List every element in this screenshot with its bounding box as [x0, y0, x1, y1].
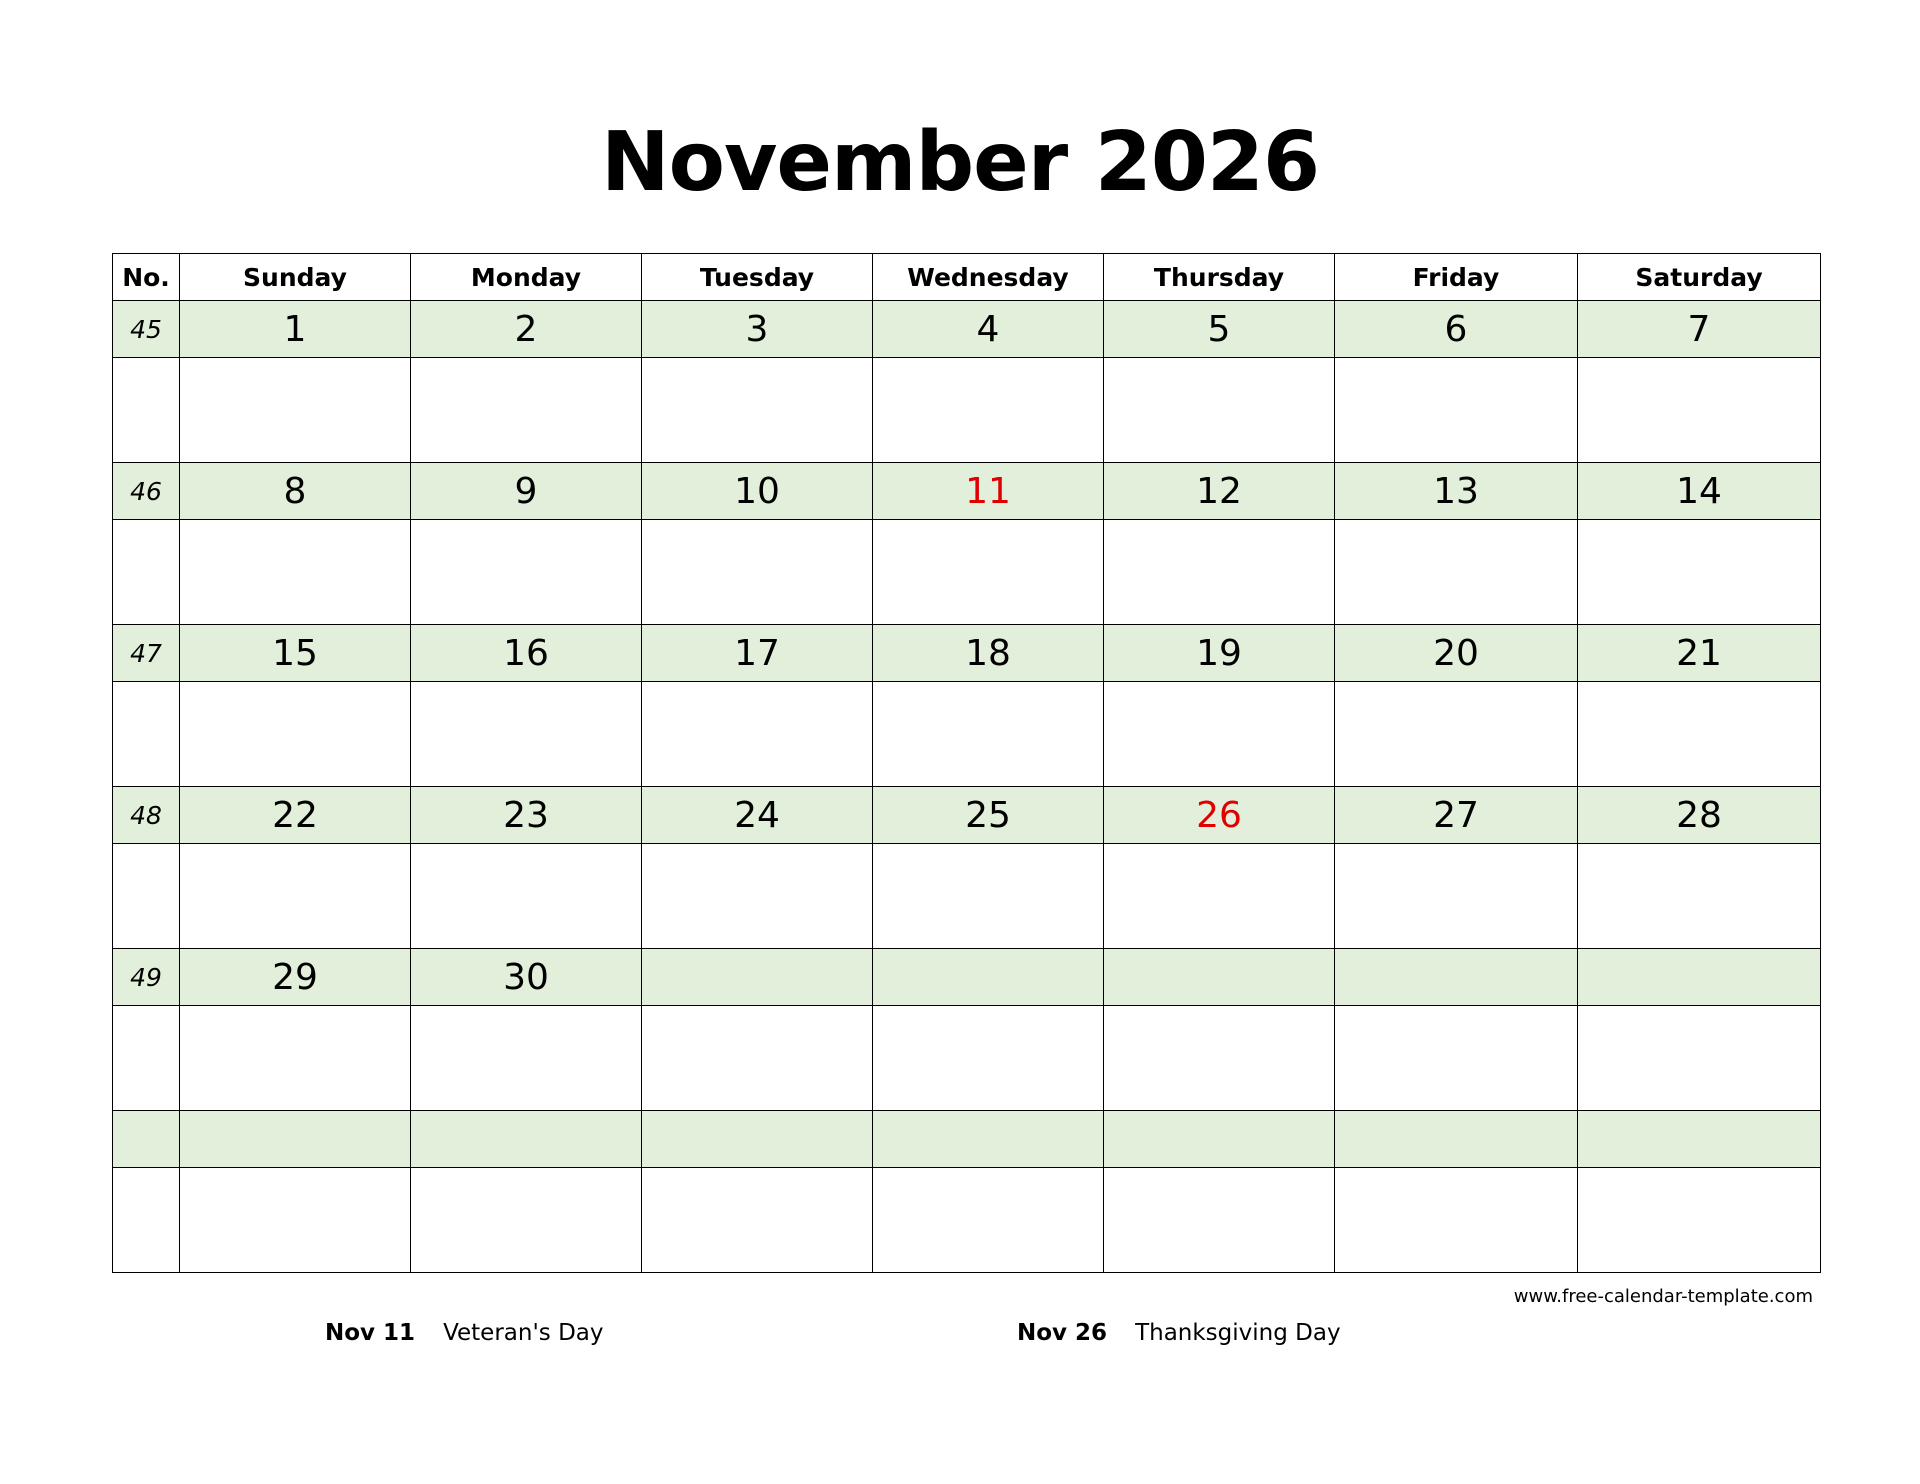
day-cell: 21: [1578, 625, 1821, 682]
week-date-row: [113, 787, 1821, 844]
day-cell: 29: [180, 949, 411, 1006]
notes-cell: [113, 358, 180, 463]
week-number: 47: [113, 625, 180, 682]
day-cell: [411, 1111, 642, 1168]
notes-cell: [411, 520, 642, 625]
day-cell: 6: [1335, 301, 1578, 358]
day-cell: 13: [1335, 463, 1578, 520]
holiday-name: Veteran's Day: [443, 1320, 604, 1346]
notes-cell: [1578, 1006, 1821, 1111]
notes-cell: [411, 1006, 642, 1111]
notes-cell: [1578, 520, 1821, 625]
day-cell: 24: [642, 787, 873, 844]
notes-cell: [873, 520, 1104, 625]
holiday-item: [1017, 1320, 1341, 1346]
notes-cell: [1578, 358, 1821, 463]
notes-cell: [1578, 682, 1821, 787]
notes-cell: [1335, 358, 1578, 463]
day-cell: 19: [1104, 625, 1335, 682]
day-cell: 28: [1578, 787, 1821, 844]
notes-cell: [411, 844, 642, 949]
week-number: 46: [113, 463, 180, 520]
day-cell: [1335, 1111, 1578, 1168]
day-cell: [873, 1111, 1104, 1168]
notes-cell: [1335, 682, 1578, 787]
week-notes-row: [113, 1168, 1821, 1273]
day-cell: 25: [873, 787, 1104, 844]
header-thursday: Thursday: [1104, 254, 1335, 301]
notes-cell: [411, 682, 642, 787]
notes-cell: [642, 1168, 873, 1273]
day-cell: 1: [180, 301, 411, 358]
day-cell: [642, 1111, 873, 1168]
notes-cell: [1104, 844, 1335, 949]
notes-cell: [411, 1168, 642, 1273]
notes-cell: [873, 1006, 1104, 1111]
notes-cell: [642, 520, 873, 625]
calendar-grid: [112, 253, 1821, 1273]
day-cell: [1104, 949, 1335, 1006]
day-cell: 4: [873, 301, 1104, 358]
notes-cell: [1335, 1006, 1578, 1111]
notes-cell: [873, 1168, 1104, 1273]
week-notes-row: [113, 682, 1821, 787]
notes-cell: [873, 844, 1104, 949]
holiday-list: [0, 1320, 1920, 1360]
notes-cell: [113, 682, 180, 787]
day-cell: 10: [642, 463, 873, 520]
day-cell: 30: [411, 949, 642, 1006]
notes-cell: [113, 1006, 180, 1111]
notes-cell: [113, 520, 180, 625]
notes-cell: [1578, 844, 1821, 949]
day-cell: 27: [1335, 787, 1578, 844]
day-cell: 20: [1335, 625, 1578, 682]
day-cell: 5: [1104, 301, 1335, 358]
notes-cell: [1104, 1168, 1335, 1273]
holiday-name: Thanksgiving Day: [1135, 1320, 1341, 1346]
day-cell: 18: [873, 625, 1104, 682]
week-number: [113, 1111, 180, 1168]
header-monday: Monday: [411, 254, 642, 301]
week-number: 45: [113, 301, 180, 358]
holiday-item: [325, 1320, 604, 1346]
day-cell: [180, 1111, 411, 1168]
notes-cell: [180, 1006, 411, 1111]
day-cell: 8: [180, 463, 411, 520]
notes-cell: [180, 1168, 411, 1273]
week-number: 48: [113, 787, 180, 844]
website-url: www.free-calendar-template.com: [1513, 1286, 1813, 1307]
week-date-row: [113, 949, 1821, 1006]
notes-cell: [180, 682, 411, 787]
day-cell: 7: [1578, 301, 1821, 358]
notes-cell: [1104, 520, 1335, 625]
notes-cell: [180, 520, 411, 625]
day-cell: 23: [411, 787, 642, 844]
notes-cell: [180, 844, 411, 949]
day-cell-holiday: 26: [1104, 787, 1335, 844]
week-date-row: [113, 463, 1821, 520]
day-cell: 12: [1104, 463, 1335, 520]
header-friday: Friday: [1335, 254, 1578, 301]
notes-cell: [1578, 1168, 1821, 1273]
week-notes-row: [113, 520, 1821, 625]
day-cell: 16: [411, 625, 642, 682]
header-sunday: Sunday: [180, 254, 411, 301]
day-cell: 14: [1578, 463, 1821, 520]
day-cell: 9: [411, 463, 642, 520]
calendar-title: November 2026: [601, 115, 1319, 210]
notes-cell: [1104, 1006, 1335, 1111]
week-date-row: [113, 1111, 1821, 1168]
day-cell: [1335, 949, 1578, 1006]
day-cell: [873, 949, 1104, 1006]
notes-cell: [1335, 844, 1578, 949]
week-number: 49: [113, 949, 180, 1006]
week-notes-row: [113, 844, 1821, 949]
header-row: [113, 254, 1821, 301]
notes-cell: [1335, 1168, 1578, 1273]
notes-cell: [642, 682, 873, 787]
notes-cell: [642, 358, 873, 463]
notes-cell: [411, 358, 642, 463]
notes-cell: [180, 358, 411, 463]
notes-cell: [642, 1006, 873, 1111]
notes-cell: [1335, 520, 1578, 625]
header-week-number: No.: [113, 254, 180, 301]
notes-cell: [642, 844, 873, 949]
notes-cell: [873, 682, 1104, 787]
holiday-date: Nov 11: [325, 1320, 416, 1346]
week-date-row: [113, 625, 1821, 682]
notes-cell: [113, 844, 180, 949]
day-cell: 3: [642, 301, 873, 358]
day-cell: 2: [411, 301, 642, 358]
week-date-row: [113, 301, 1821, 358]
day-cell: 15: [180, 625, 411, 682]
day-cell: [1578, 949, 1821, 1006]
week-notes-row: [113, 358, 1821, 463]
day-cell: [1578, 1111, 1821, 1168]
day-cell: 22: [180, 787, 411, 844]
header-tuesday: Tuesday: [642, 254, 873, 301]
notes-cell: [1104, 682, 1335, 787]
header-saturday: Saturday: [1578, 254, 1821, 301]
notes-cell: [113, 1168, 180, 1273]
week-notes-row: [113, 1006, 1821, 1111]
day-cell: [1104, 1111, 1335, 1168]
notes-cell: [1104, 358, 1335, 463]
day-cell: 17: [642, 625, 873, 682]
day-cell: [642, 949, 873, 1006]
notes-cell: [873, 358, 1104, 463]
header-wednesday: Wednesday: [873, 254, 1104, 301]
holiday-date: Nov 26: [1017, 1320, 1108, 1346]
day-cell-holiday: 11: [873, 463, 1104, 520]
